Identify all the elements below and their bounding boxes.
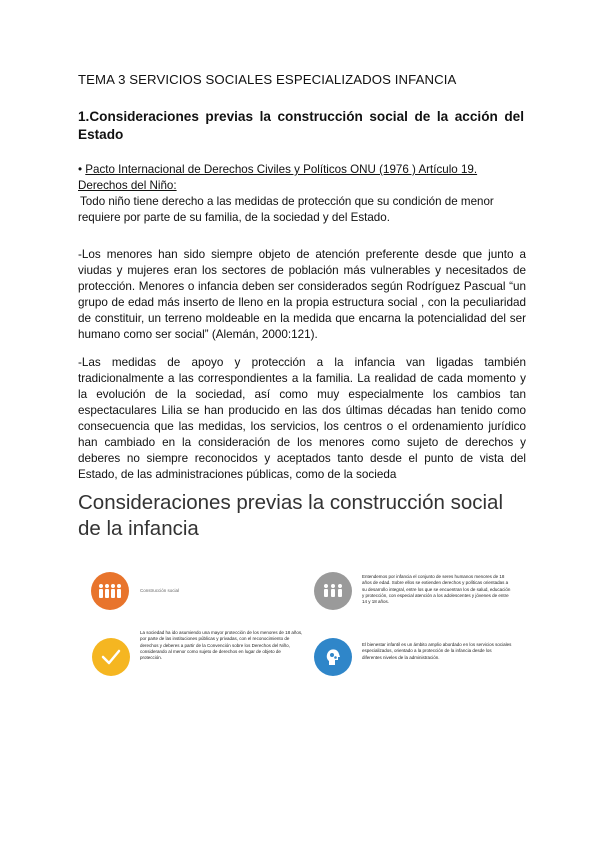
people-group-icon <box>91 572 129 610</box>
section-heading: 1.Consideraciones previas la construcción social de la acción del Estado <box>78 109 524 142</box>
slide-item-3-text: La sociedad ha ido asumiendo una mayor protección de los menores de 18 años, por parte de las instituciones públicas y privadas, con el reconocimiento de derechos y deberes a partir de la Convención sobre los Derechos del Niño, considerando al menor como sujeto de derechos en lugar de objeto de protección. <box>140 630 303 661</box>
bullet-text: Todo niño tiene derecho a las medidas de protección que su condición de menor requiere por parte de su familia, de la sociedad y del Estado. <box>78 195 494 224</box>
slide-item-4-text: El bienestar infantil es un ámbito amplio abordado en los servicios sociales especializados, orientado a la protección de la infancia desde los diferentes niveles de la administración. <box>362 642 512 660</box>
bullet-marker: • <box>78 163 83 176</box>
paragraph-2: -Las medidas de apoyo y protección a la infancia van ligadas también tradicionalmente a las correspondientes a la familia. La realidad de cada momento y la evolución de la sociedad, así como muy especialmente los cambios tan espectaculares Lilia se han producido en las dos últimas décadas han tenido como consecuencia que las medidas, los servicios, los centros o el ordenamiento jurídico han cambiado en la consideración de los menores como sujeto de derechos y deberes no siempre reconocidos y aceptados tanto desde el punto de vista del Estado, de las administraciones públicas, como de la socieda <box>78 356 526 481</box>
embedded-slide <box>78 490 524 690</box>
paragraph-1: -Los menores han sido siempre objeto de atención preferente desde que junto a viudas y mujeres eran los sectores de población más vulnerables y necesitados de protección. Menores o infancia deben ser considerados según Rodríguez Pascual “un grupo de edad más inserto de lleno en la propia estructura social , con la peculiaridad de constituir, un terreno moldeable en la medida que encarna la potencialidad del ser humano como ser social” (Alemán, 2000:121). <box>78 248 526 341</box>
checkmark-icon <box>92 638 130 676</box>
slide-title: Consideraciones previas la construcción social de la infancia <box>78 491 504 540</box>
slide-item-2-text: Entendemos por infancia el conjunto de seres humanos menores de 18 años de edad. Sobre ellos se extienden derechos y políticas orientadas a su desarrollo integral, entre los que se encuentran los de salud, educación y protección, con especial atención a los adolescentes y jóvenes de entre 14 y 18 años. <box>362 574 511 605</box>
people-group-icon <box>314 572 352 610</box>
topic-title: TEMA 3 SERVICIOS SOCIALES ESPECIALIZADOS INFANCIA <box>78 72 457 87</box>
bullet-reference: Pacto Internacional de Derechos Civiles y Políticos ONU (1976 ) Artículo 19. Derechos del Niño: <box>78 163 478 192</box>
slide-item-1-text: Construcción social <box>140 588 180 593</box>
bullet-item <box>78 162 528 225</box>
head-gears-icon <box>314 638 352 676</box>
